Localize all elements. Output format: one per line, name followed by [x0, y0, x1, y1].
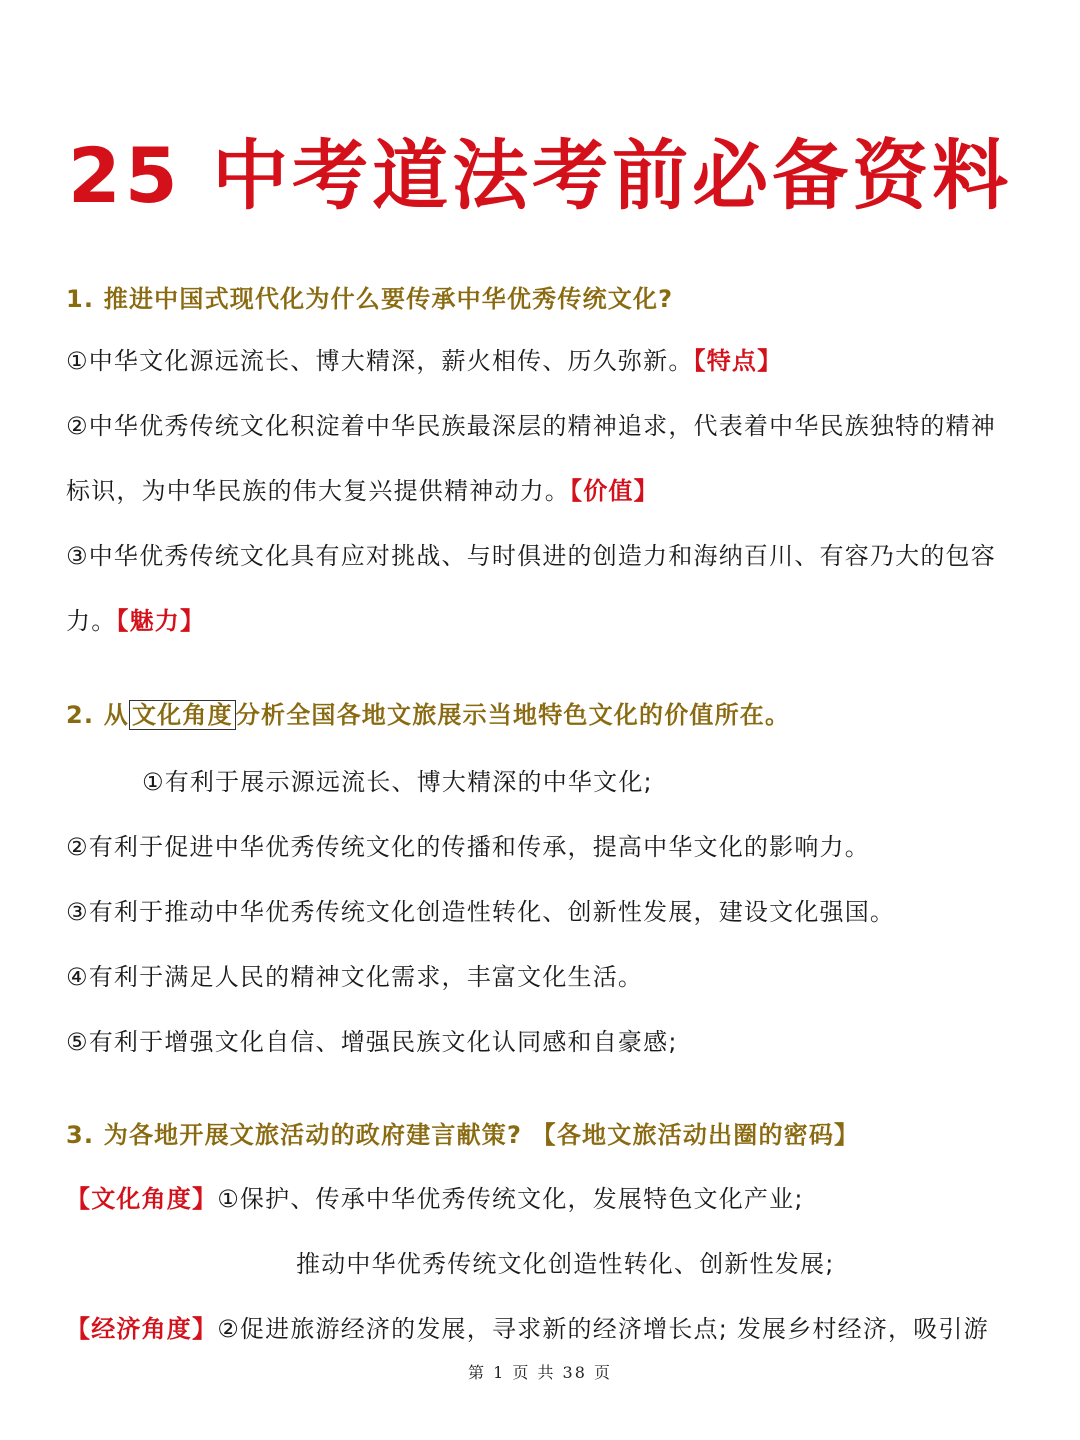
- q1-paragraph-3-end: [66, 604, 205, 638]
- q1-p1-text: ①中华文化源远流长、博大精深，薪火相传、历久弥新。: [66, 347, 694, 375]
- q3-culture-line: [66, 1182, 804, 1216]
- q2-heading-post: 分析全国各地文旅展示当地特色文化的价值所在。: [235, 701, 791, 729]
- q3-economy-text-1: ②促进旅游经济的发展，寻求新的经济增长点; 发展乡村经济，吸引游: [217, 1315, 989, 1343]
- q3-culture-text-1: ①保护、传承中华优秀传统文化，发展特色文化产业;: [217, 1185, 804, 1213]
- q1-p3-tag: 【魅力】: [116, 607, 206, 635]
- q1-p2-line-1: ②中华优秀传统文化积淀着中华民族最深层的精神追求，代表着中华民族独特的精神: [66, 412, 996, 440]
- question-2-heading: [66, 698, 790, 732]
- q3-economy-line: [66, 1312, 989, 1346]
- q1-p3-line-1: ③中华优秀传统文化具有应对挑战、与时俱进的创造力和海纳百川、有容乃大的包容: [66, 542, 996, 570]
- q1-p2-tag: 【价值】: [570, 477, 659, 505]
- q2-item-3: ③有利于推动中华优秀传统文化创造性转化、创新性发展，建设文化强国。: [66, 898, 896, 926]
- question-1-heading: 1. 推进中国式现代化为什么要传承中华优秀传统文化?: [66, 285, 674, 313]
- q2-item-5: ⑤有利于增强文化自信、增强民族文化认同感和自豪感;: [66, 1028, 678, 1056]
- q2-item-2: ②有利于促进中华优秀传统文化的传播和传承，提高中华文化的影响力。: [66, 833, 870, 861]
- q1-paragraph-1: [66, 344, 782, 378]
- q1-p2-line-2: 标识，为中华民族的伟大复兴提供精神动力。: [66, 477, 570, 505]
- q2-item-4: ④有利于满足人民的精神文化需求，丰富文化生活。: [66, 963, 644, 991]
- page-footer: 第 1 页 共 38 页: [468, 1363, 612, 1382]
- q3-culture-tag: 【文化角度】: [66, 1185, 218, 1213]
- q2-item-1: ①有利于展示源远流长、博大精深的中华文化;: [142, 768, 653, 796]
- q1-p1-tag: 【特点】: [693, 347, 783, 375]
- q1-p3-line-2: 力。: [66, 607, 117, 635]
- page-title: 25 中考道法考前必备资料: [67, 131, 1013, 220]
- q3-culture-text-2: 推动中华优秀传统文化创造性转化、创新性发展;: [296, 1250, 835, 1278]
- q2-heading-boxed: 文化角度: [129, 700, 236, 730]
- q2-heading-pre: 2. 从: [66, 701, 129, 729]
- question-3-heading: 3. 为各地开展文旅活动的政府建言献策? 【各地文旅活动出圈的密码】: [66, 1121, 860, 1149]
- q1-paragraph-2-end: [66, 474, 659, 508]
- q3-economy-tag: 【经济角度】: [66, 1315, 218, 1343]
